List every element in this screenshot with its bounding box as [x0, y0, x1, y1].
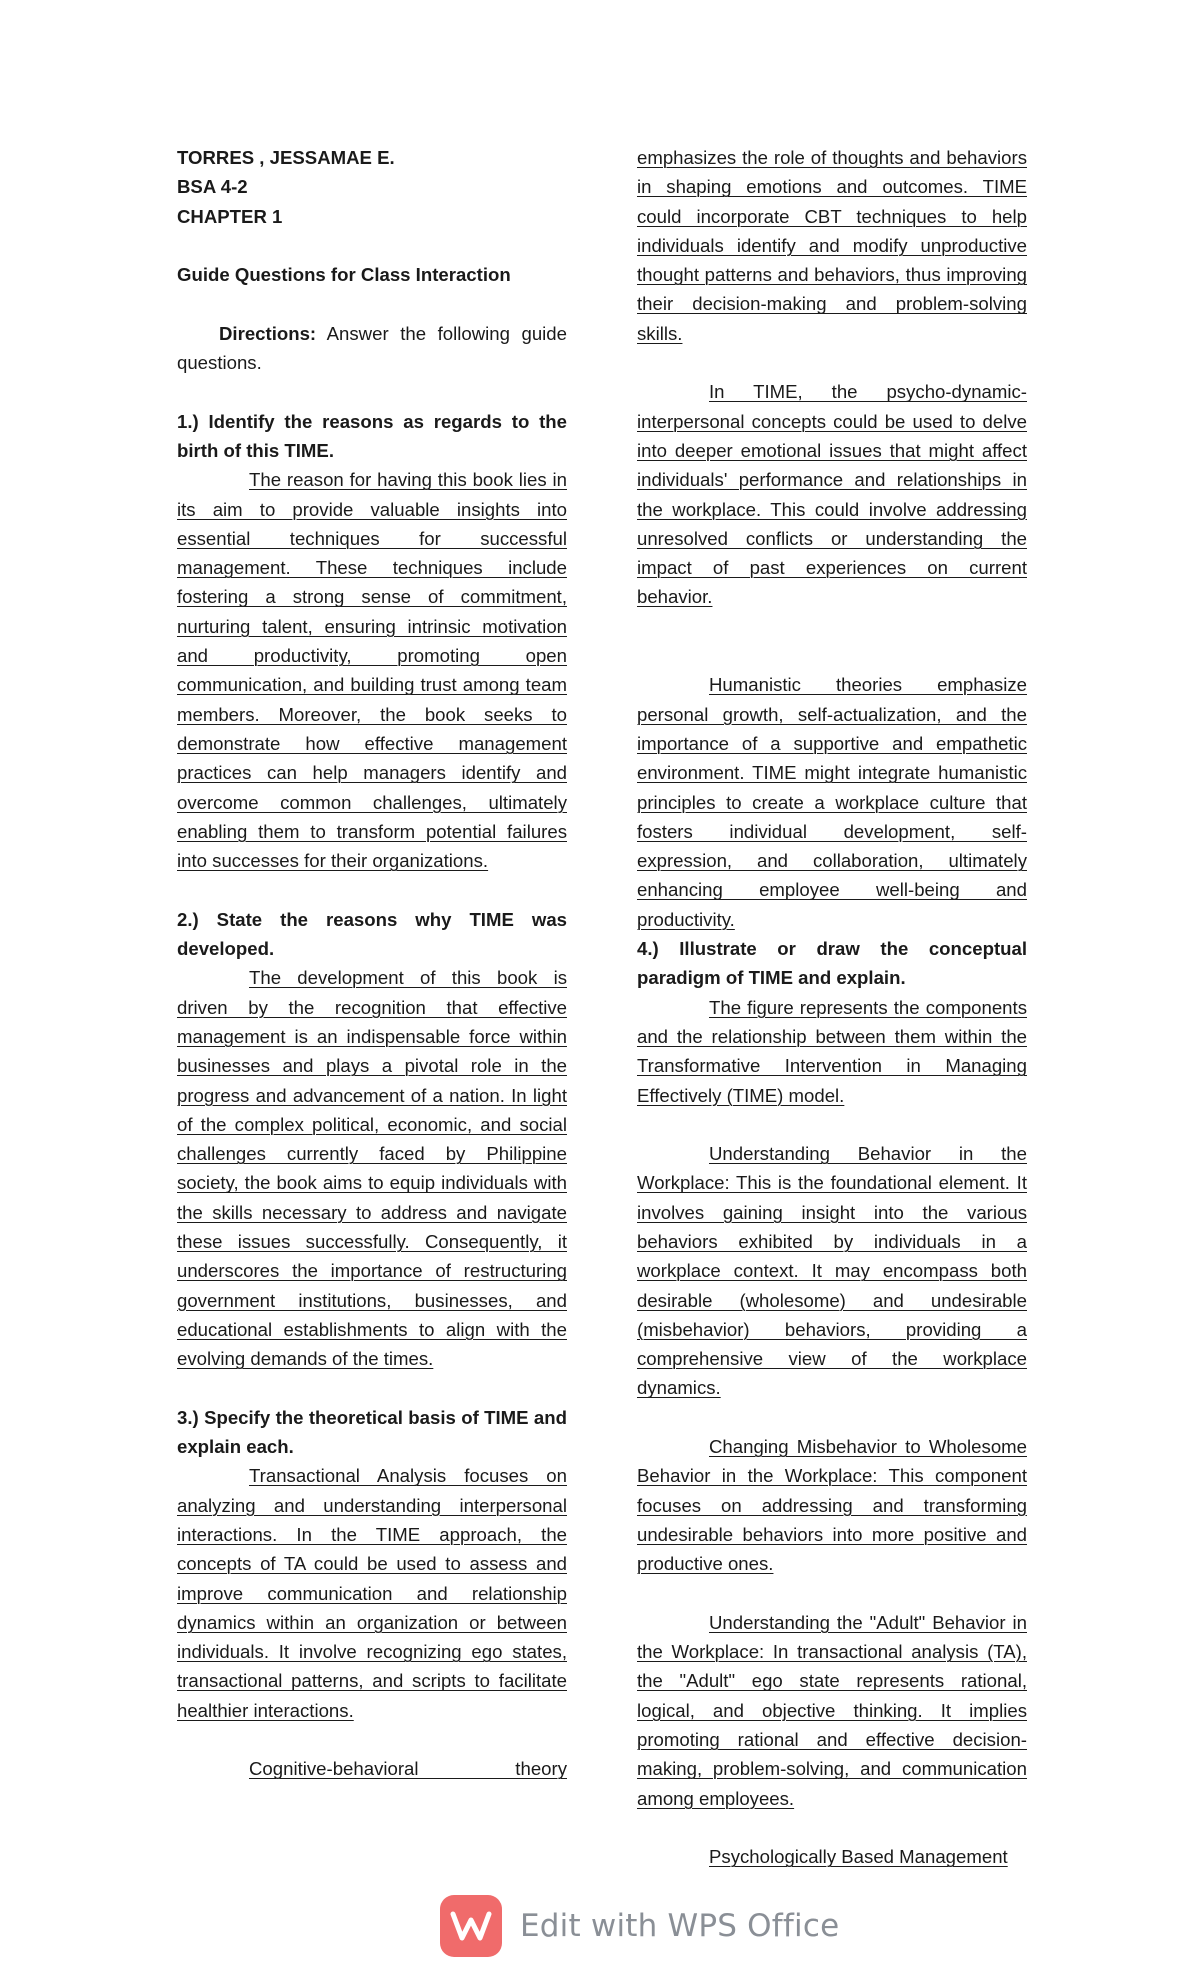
question-3: 3.) Specify the theoretical basis of TIME and explain each.	[177, 1406, 567, 1458]
right-column	[637, 143, 1027, 1872]
answer-2: The development of this book is driven by the recognition that effective management is an indispensable force within businesses and plays a pivotal role in the progress and advancement of a nation. In light of the complex political, economic, and social challenges currently faced by Philippine society, the book aims to equip individuals with the skills necessary to address and navigate these issues successfully. Consequently, it underscores the importance of restructuring government institutions, businesses, and educational establishments to align with the evolving demands of the times.	[177, 967, 567, 1370]
left-column	[177, 143, 567, 1784]
answer-3-cbt-continued: emphasizes the role of thoughts and behaviors in shaping emotions and outcomes. TIME could incorporate CBT techniques to help individuals identify and modify unproductive thought patterns and behaviors, thus improving their decision-making and problem-solving skills.	[637, 147, 1027, 344]
answer-4-understanding-behavior: Understanding Behavior in the Workplace: This is the foundational element. It involves gaining insight into the various behaviors exhibited by individuals in a workplace context. It may encompass both desirable (wholesome) and undesirable (misbehavior) behaviors, providing a comprehensive view of the workplace dynamics.	[637, 1143, 1027, 1399]
answer-4-changing-misbehavior: Changing Misbehavior to Wholesome Behavior in the Workplace: This component focuses on addressing and transforming undesirable behaviors into more positive and productive ones.	[637, 1436, 1027, 1575]
question-4: 4.) Illustrate or draw the conceptual paradigm of TIME and explain.	[637, 938, 1027, 989]
wps-w-glyph	[450, 1909, 492, 1943]
edit-with-wps-text[interactable]: Edit with WPS Office	[520, 1908, 840, 1944]
answer-4-intro: The figure represents the components and the relationship between them within the Transformative Intervention in Managing Effectively (TIME) model.	[637, 996, 1027, 1106]
answer-3-psychodynamic: In TIME, the psycho-dynamic-interpersonal concepts could be used to delve into deeper emotional issues that might affect individuals' performance and relationships in the workplace. This could involve addressing unresolved conflicts or understanding the impact of past experiences on current behavior.	[637, 381, 1027, 608]
question-1: 1.) Identify the reasons as regards to the birth of this TIME.	[177, 410, 567, 461]
answer-3-cbt-start: Cognitive-behavioral theory	[249, 1758, 567, 1780]
answer-1: The reason for having this book lies in its aim to provide valuable insights into essential techniques for successful management. These techniques include fostering a strong sense of commitment, nurturing talent, ensuring intrinsic motivation and productivity, promoting open communication, and building trust among team members. Moreover, the book seeks to demonstrate how effective management practices can help managers identify and overcome common challenges, ultimately enabling them to transform potential failures into successes for their organizations.	[177, 469, 567, 872]
answer-4-psychologically-based-management: Psychologically Based Management	[709, 1846, 1008, 1868]
wps-logo-icon[interactable]	[440, 1895, 502, 1957]
directions-text: Answer the following guide questions.	[177, 322, 567, 374]
answer-4-adult-behavior: Understanding the "Adult" Behavior in the Workplace: In transactional analysis (TA), the "Adult" ego state represents rational, logical, and objective thinking. It implies promoting rational and effective decision-making, problem-solving, and communication among employees.	[637, 1611, 1027, 1809]
answer-3-humanistic: Humanistic theories emphasize personal growth, self-actualization, and the importance of a supportive and empathetic environment. TIME might integrate humanistic principles to create a workplace culture that fosters individual development, self-expression, and collaboration, ultimately enhancing employee well-being and productivity.	[637, 674, 1027, 930]
document-title: Guide Questions for Class Interaction	[177, 264, 511, 286]
wps-footer[interactable]	[440, 1894, 839, 1958]
directions	[177, 319, 567, 378]
question-2: 2.) State the reasons why TIME was developed.	[177, 908, 567, 960]
answer-3-transactional-analysis: Transactional Analysis focuses on analyzing and understanding interpersonal interactions. In the TIME approach, the concepts of TA could be used to assess and improve communication and relationship dynamics within an organization or between individuals. It involve recognizing ego states, transactional patterns, and scripts to facilitate healthier interactions.	[177, 1465, 567, 1721]
chapter-label: CHAPTER 1	[177, 205, 283, 227]
student-name: TORRES , JESSAMAE E.	[177, 147, 395, 168]
directions-label: Directions:	[219, 322, 317, 344]
student-section: BSA 4-2	[177, 176, 248, 198]
